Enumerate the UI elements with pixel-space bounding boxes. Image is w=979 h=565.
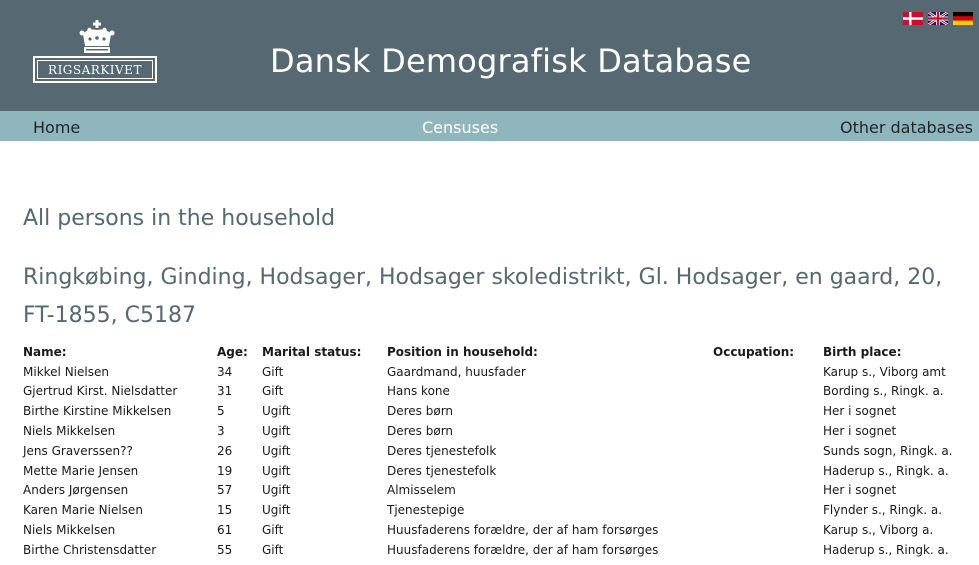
table-row (23, 520, 963, 540)
site-header (0, 0, 979, 111)
column-header-occupation: Occupation: (713, 344, 795, 359)
cell-marital-status: Ugift (262, 443, 291, 458)
cell-age: 19 (217, 463, 233, 478)
cell-occupation (713, 421, 823, 441)
cell-birth-place: Karup s., Viborg amt (823, 364, 946, 379)
rigsarkivet-logo[interactable] (33, 20, 161, 86)
column-header-birth-place: Birth place: (823, 344, 902, 359)
cell-position: Hans kone (387, 384, 450, 399)
cell-birth-place: Sunds sogn, Ringk. a. (823, 443, 953, 458)
language-selector (903, 12, 973, 25)
cell-occupation (713, 520, 823, 540)
cell-birth-place: Karup s., Viborg a. (823, 523, 934, 538)
cell-name: Birthe Christensdatter (23, 542, 157, 557)
table-row (23, 441, 963, 461)
german-flag-icon[interactable] (953, 12, 973, 25)
cell-occupation (713, 540, 823, 560)
cell-marital-status: Ugift (262, 463, 291, 478)
cell-name: Mette Marie Jensen (23, 463, 139, 478)
cell-marital-status: Gift (262, 542, 284, 557)
cell-birth-place: Her i sognet (823, 424, 897, 439)
table-row (23, 540, 963, 560)
nav-home-link[interactable]: Home (33, 118, 81, 137)
cell-birth-place: Flynder s., Ringk. a. (823, 503, 943, 518)
cell-position: Huusfaderens forældre, der af ham forsørges (387, 523, 659, 538)
cell-marital-status: Ugift (262, 483, 291, 498)
column-header-marital-status: Marital status: (262, 344, 362, 359)
uk-flag-icon[interactable] (928, 12, 948, 25)
cell-age: 31 (217, 384, 233, 399)
nav-censuses-link[interactable]: Censuses (422, 118, 499, 137)
table-row (23, 401, 963, 421)
cell-name: Niels Mikkelsen (23, 523, 116, 538)
cell-occupation (713, 441, 823, 461)
cell-name: Karen Marie Nielsen (23, 503, 143, 518)
cell-age: 3 (217, 424, 225, 439)
cell-position: Tjenestepige (387, 503, 465, 518)
cell-age: 15 (217, 503, 233, 518)
column-header-name: Name: (23, 344, 67, 359)
cell-position: Deres tjenestefolk (387, 443, 497, 458)
household-table (23, 342, 963, 560)
cell-marital-status: Gift (262, 384, 284, 399)
cell-occupation (713, 481, 823, 501)
cell-name: Anders Jørgensen (23, 483, 129, 498)
cell-position: Huusfaderens forældre, der af ham forsørges (387, 542, 659, 557)
cell-position: Almisselem (387, 483, 456, 498)
nav-other-databases-link[interactable]: Other databases (839, 118, 973, 137)
cell-age: 26 (217, 443, 233, 458)
cell-age: 57 (217, 483, 233, 498)
cell-marital-status: Ugift (262, 404, 291, 419)
main-nav (0, 111, 979, 141)
cell-name: Niels Mikkelsen (23, 424, 116, 439)
cell-name: Jens Graverssen?? (23, 443, 133, 458)
cell-age: 5 (217, 404, 225, 419)
cell-birth-place: Haderup s., Ringk. a. (823, 463, 949, 478)
cell-position: Deres børn (387, 404, 454, 419)
logo-frame (33, 56, 157, 83)
site-title: Dansk Demografisk Database (270, 42, 752, 80)
cell-name: Gjertrud Kirst. Nielsdatter (23, 384, 178, 399)
cell-position: Gaardmand, huusfader (387, 364, 526, 379)
column-header-position: Position in household: (387, 344, 538, 359)
table-row (23, 481, 963, 501)
table-row (23, 500, 963, 520)
cell-position: Deres tjenestefolk (387, 463, 497, 478)
table-header-row (23, 342, 963, 362)
column-header-age: Age: (217, 344, 248, 359)
cell-name: Mikkel Nielsen (23, 364, 109, 379)
cell-birth-place: Bording s., Ringk. a. (823, 384, 944, 399)
logo-text: RIGSARKIVET (37, 60, 153, 79)
cell-name: Birthe Kirstine Mikkelsen (23, 404, 172, 419)
cell-birth-place: Her i sognet (823, 483, 897, 498)
cell-occupation (713, 362, 823, 382)
cell-birth-place: Haderup s., Ringk. a. (823, 542, 949, 557)
table-row (23, 461, 963, 481)
cell-marital-status: Gift (262, 364, 284, 379)
cell-age: 61 (217, 523, 233, 538)
cell-position: Deres børn (387, 424, 454, 439)
table-row (23, 382, 963, 402)
cell-marital-status: Ugift (262, 424, 291, 439)
cell-age: 34 (217, 364, 233, 379)
page-subtitle: All persons in the household (23, 206, 336, 231)
cell-occupation (713, 461, 823, 481)
cell-occupation (713, 382, 823, 402)
crown-icon (79, 20, 115, 54)
table-row (23, 421, 963, 441)
cell-occupation (713, 401, 823, 421)
cell-occupation (713, 500, 823, 520)
cell-marital-status: Gift (262, 523, 284, 538)
table-row (23, 362, 963, 382)
location-heading: Ringkøbing, Ginding, Hodsager, Hodsager skoledistrikt, Gl. Hodsager, en gaard, 20, FT-1855, C5187 (23, 265, 943, 328)
cell-age: 55 (217, 542, 233, 557)
cell-birth-place: Her i sognet (823, 404, 897, 419)
danish-flag-icon[interactable] (903, 12, 923, 25)
cell-marital-status: Ugift (262, 503, 291, 518)
